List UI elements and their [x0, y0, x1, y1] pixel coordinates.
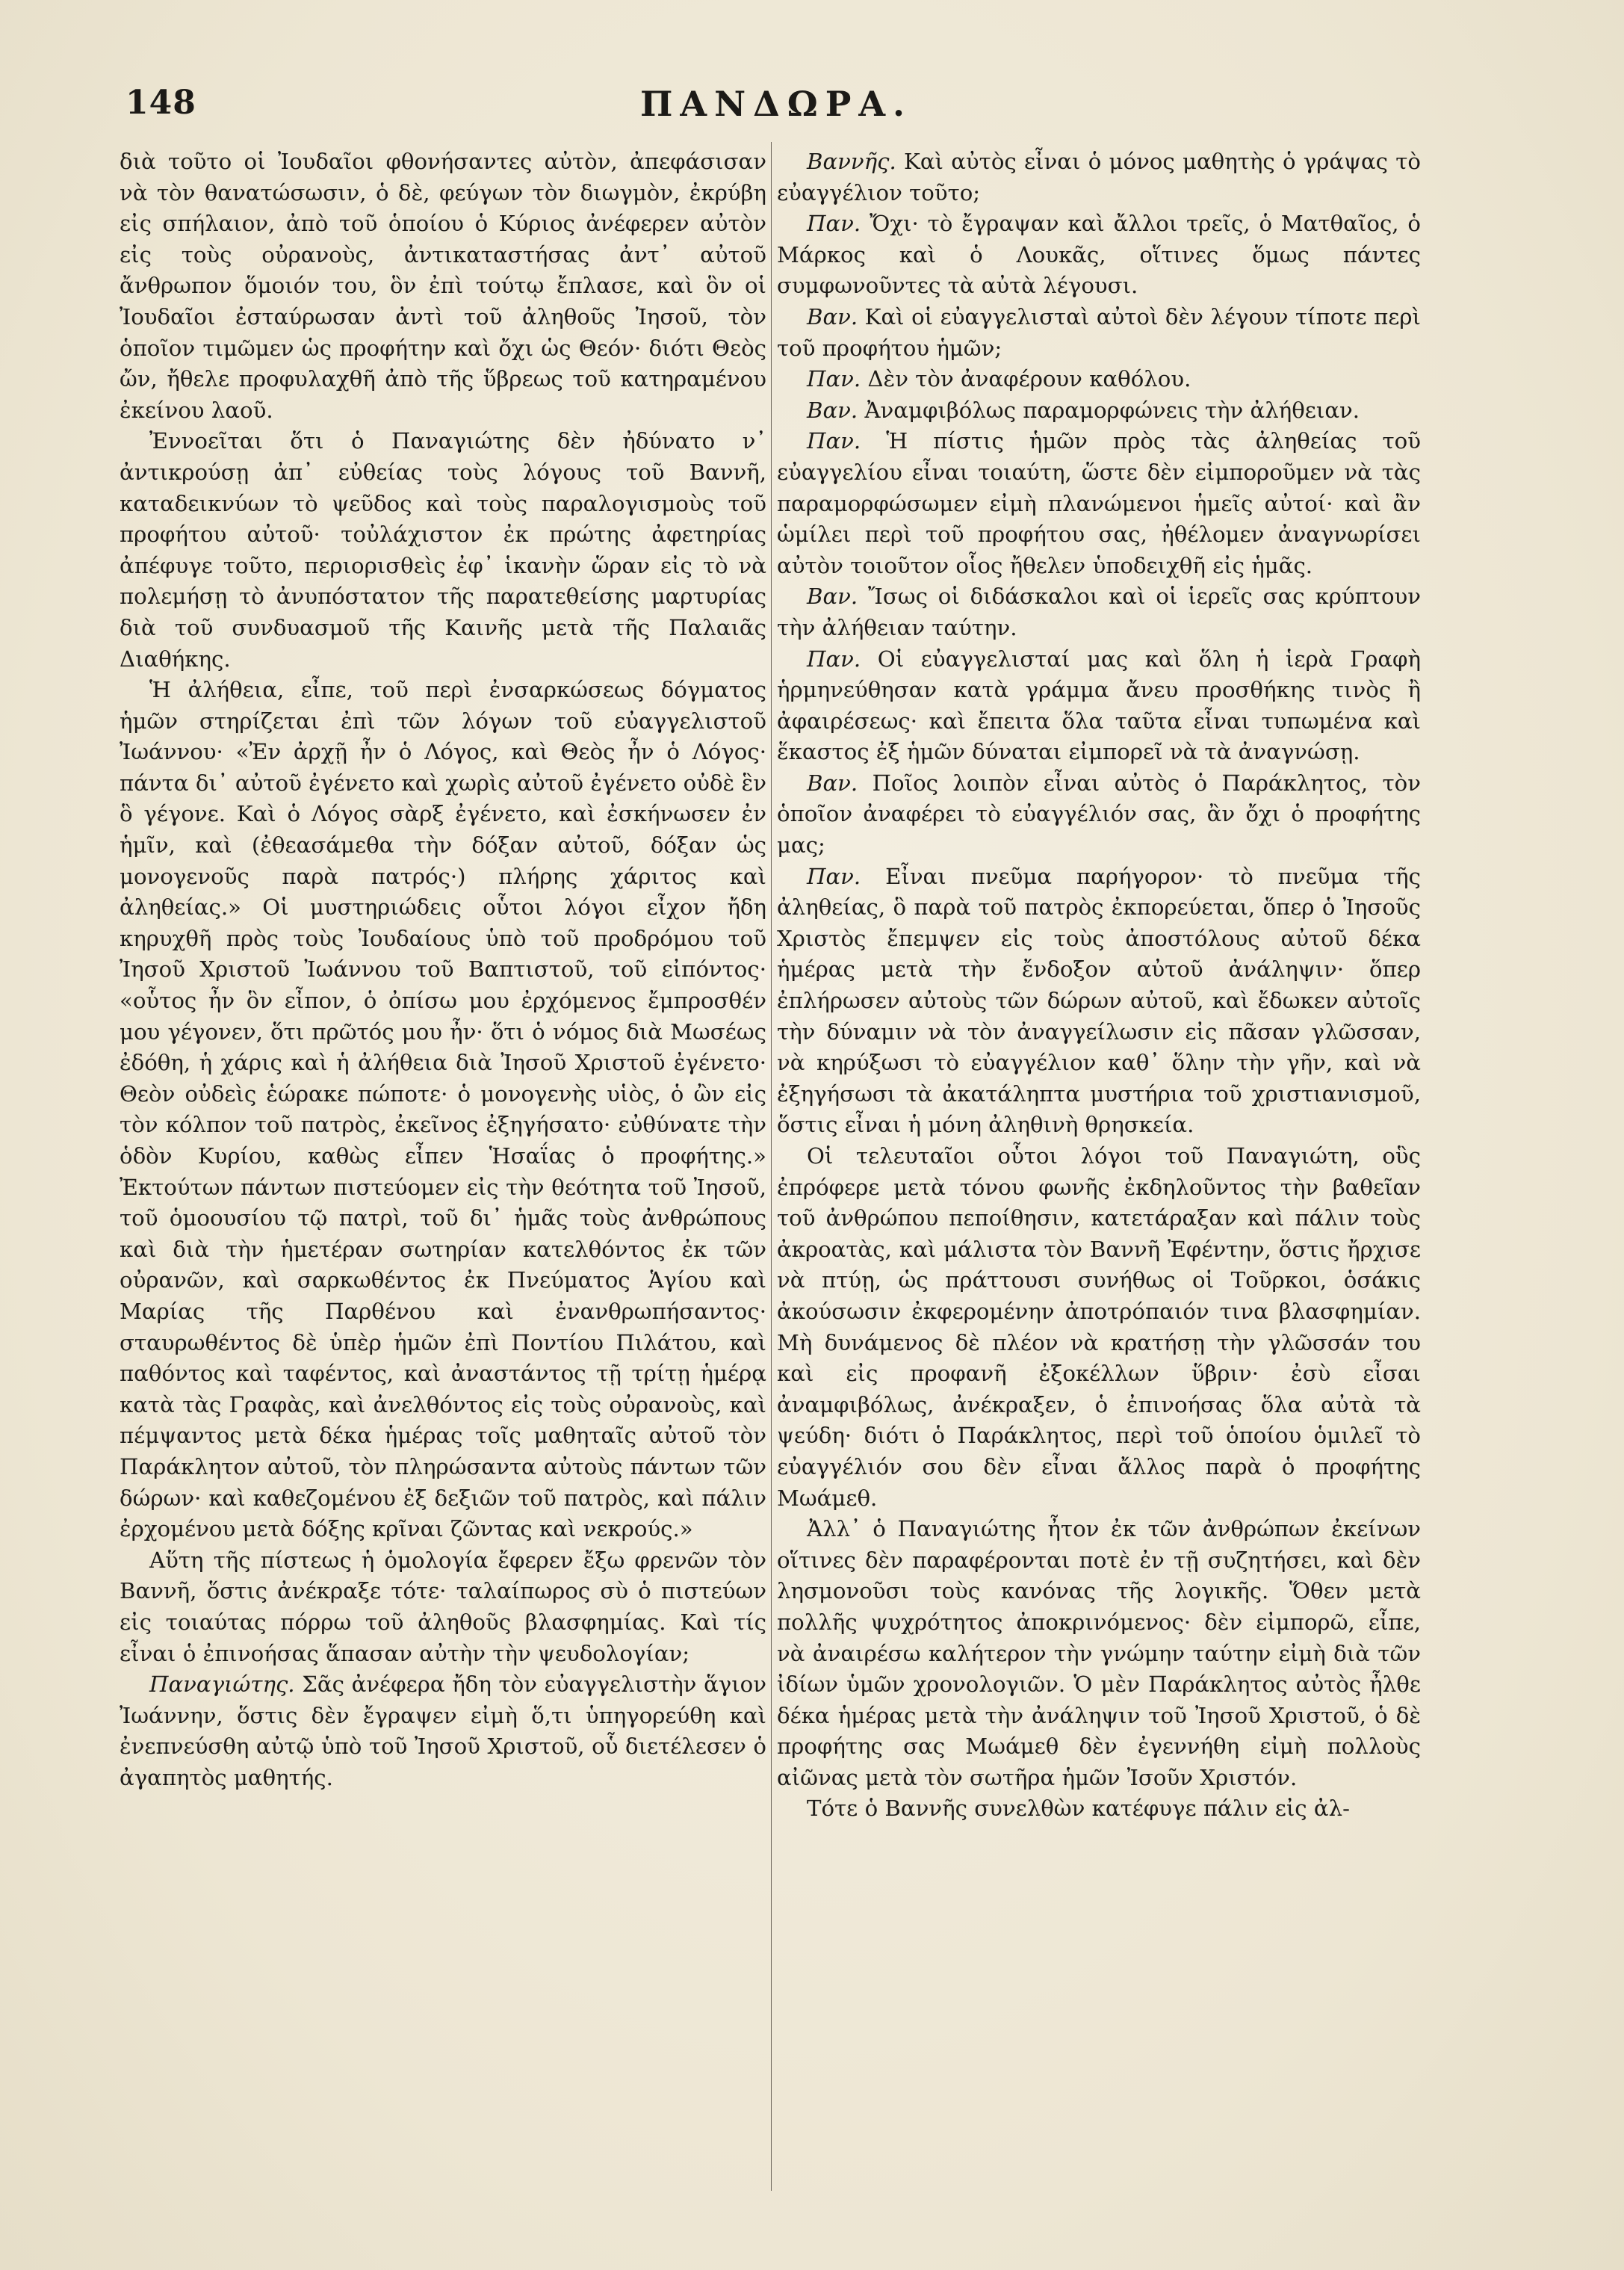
left-column — [120, 146, 766, 1793]
dialogue-text: Οἱ εὐαγγελισταί μας καὶ ὅλη ἡ ἱερὰ Γραφὴ ἡρμηνεύθησαν κατὰ γράμμα ἄνευ προσθήκης τινὸς ἢ ἀφαιρέσεως· καὶ ἔπειτα ὅλα ταῦτα εἶναι τυπωμένα καὶ ἕκαστος ἐξ ἡμῶν δύναται εἰμπορεῖ νὰ τὰ ἀναγνώσῃ. — [777, 646, 1421, 765]
dialogue-paragraph — [777, 581, 1421, 643]
page-number: 148 — [125, 84, 196, 122]
page-header — [125, 84, 1427, 129]
speaker-name: Παν. — [807, 863, 861, 889]
speaker-name: Παν. — [807, 366, 861, 392]
dialogue-paragraph — [120, 1669, 766, 1793]
column-divider — [771, 142, 772, 2191]
speaker-name: Βαν. — [807, 770, 858, 796]
dialogue-text: Ἴσως οἱ διδάσκαλοι καὶ οἱ ἱερεῖς σας κρύπτουν τὴν ἀλήθειαν ταύτην. — [777, 584, 1421, 640]
dialogue-paragraph — [777, 302, 1421, 364]
right-column — [777, 146, 1421, 1825]
speaker-name: Παν. — [807, 211, 861, 237]
speaker-name: Βαν. — [807, 397, 858, 423]
paragraph: Οἱ τελευταῖοι οὗτοι λόγοι τοῦ Παναγιώτη, οὓς ἐπρόφερε μετὰ τόνου φωνῆς ἐκδηλοῦντος τὴν βαθεῖαν τοῦ ἀνθρώπου πεποίθησιν, κατετάραξαν καὶ πάλιν τοὺς ἀκροατὰς, καὶ μάλιστα τὸν Βαννῆ Ἐφέντην, ὅστις ἤρχισε νὰ πτύῃ, ὡς πράττουσι συνήθως οἱ Τοῦρκοι, ὁσάκις ἀκούσωσιν ἐκφερομένην ἀποτρόπαιόν τινα βλασφημίαν. Μὴ δυνάμενος δὲ πλέον νὰ κρατήσῃ τὴν γλῶσσάν του καὶ εἰς προφανῆ ἐξοκέλλων ὕβριν· ἐσὺ εἶσαι ἀναμφιβόλως, ἀνέκραξεν, ὁ ἐπινοήσας ὅλα αὐτὰ τὰ ψεύδη· διότι ὁ Παράκλητος, περὶ τοῦ ὁποίου ὁμιλεῖ τὸ εὐαγγέλιόν σου δὲν εἶναι ἄλλος παρὰ ὁ προφήτης Μωάμεθ. — [777, 1143, 1421, 1511]
speaker-name: Βαν. — [807, 303, 858, 330]
dialogue-paragraph — [777, 426, 1421, 581]
paragraph: Ἡ ἀλήθεια, εἶπε, τοῦ περὶ ἐνσαρκώσεως δόγματος ἡμῶν στηρίζεται ἐπὶ τῶν λόγων τοῦ εὐαγγελιστοῦ Ἰωάννου· «Ἐν ἀρχῇ ἦν ὁ Λόγος, καὶ Θεὸς ἦν ὁ Λόγος· πάντα δι᾽ αὐτοῦ ἐγένετο καὶ χωρὶς αὐτοῦ ἐγένετο οὐδὲ ἓν ὃ γέγονε. Καὶ ὁ Λόγος σὰρξ ἐγένετο, καὶ ἐσκήνωσεν ἐν ἡμῖν, καὶ (ἐθεασάμεθα τὴν δόξαν αὐτοῦ, δόξαν ὡς μονογενοῦς παρὰ πατρός·) πλήρης χάριτος καὶ ἀληθείας.» Οἱ μυστηριώδεις οὗτοι λόγοι εἶχον ἤδη κηρυχθῆ πρὸς τοὺς Ἰουδαίους ὑπὸ τοῦ προδρόμου τοῦ Ἰησοῦ Χριστοῦ Ἰωάννου τοῦ Βαπτιστοῦ, τοῦ εἰπόντος· «οὗτος ἦν ὃν εἶπον, ὁ ὀπίσω μου ἐρχόμενος ἔμπροσθέν μου γέγονεν, ὅτι πρῶτός μου ἦν· ὅτι ὁ νόμος διὰ Μωσέως ἐδόθη, ἡ χάρις καὶ ἡ ἀλήθεια διὰ Ἰησοῦ Χριστοῦ ἐγένετο· Θεὸν οὐδεὶς ἑώρακε πώποτε· ὁ μονογενὴς υἱὸς, ὁ ὢν εἰς τὸν κόλπον τοῦ πατρὸς, ἐκεῖνος ἐξηγήσατο· εὐθύνατε τὴν ὁδὸν Κυρίου, καθὼς εἶπεν Ἡσαΐας ὁ προφήτης.» Ἐκτούτων πάντων πιστεύομεν εἰς τὴν θεότητα τοῦ Ἰησοῦ, τοῦ ὁμοουσίου τῷ πατρὶ, τοῦ δι᾽ ἡμᾶς τοὺς ἀνθρώπους καὶ διὰ τὴν ἡμετέραν σωτηρίαν κατελθόντος ἐκ τῶν οὐρανῶν, καὶ σαρκωθέντος ἐκ Πνεύματος Ἁγίου καὶ Μαρίας τῆς Παρθένου καὶ ἐνανθρωπήσαντος· σταυρωθέντος δὲ ὑπὲρ ἡμῶν ἐπὶ Ποντίου Πιλάτου, καὶ παθόντος καὶ ταφέντος, καὶ ἀναστάντος τῇ τρίτῃ ἡμέρᾳ κατὰ τὰς Γραφὰς, καὶ ἀνελθόντος εἰς τοὺς οὐρανοὺς, καὶ πέμψαντος μετὰ δέκα ἡμέρας τοῖς μαθηταῖς αὐτοῦ τὸν Παράκλητον αὐτοῦ, τὸν πληρώσαντα αὐτοὺς πάντων τῶν δώρων· καὶ καθεζομένου ἐξ δεξιῶν τοῦ πατρὸς, καὶ πάλιν ἐρχομένου μετὰ δόξης κρῖναι ζῶντας καὶ νεκρούς.» — [120, 677, 766, 1542]
dialogue-text: Ποῖος λοιπὸν εἶναι αὐτὸς ὁ Παράκλητος, τὸν ὁποῖον ἀναφέρει τὸ εὐαγγέλιόν σας, ἂν ὄχι ὁ προφήτης μας; — [777, 770, 1421, 859]
dialogue-text: Ὄχι· τὸ ἔγραψαν καὶ ἄλλοι τρεῖς, ὁ Ματθαῖος, ὁ Μάρκος καὶ ὁ Λουκᾶς, οἵτινες ὅμως πάντες συμφωνοῦντες τὰ αὐτὰ λέγουσι. — [777, 211, 1421, 299]
dialogue-text: Δὲν τὸν ἀναφέρουν καθόλου. — [867, 366, 1191, 392]
dialogue-paragraph — [777, 395, 1421, 427]
journal-title: ΠΑΝΔΩΡΑ. — [639, 84, 913, 124]
dialogue-text: Ἡ πίστις ἡμῶν πρὸς τὰς ἀληθείας τοῦ εὐαγγελίου εἶναι τοιαύτη, ὥστε δὲν εἰμποροῦμεν νὰ τὰς παραμορφώσωμεν εἰμὴ πλανώμενοι ἡμεῖς αὐτοί· καὶ ἂν ὡμίλει περὶ τοῦ προφήτου σας, ἠθέλομεν ἀναγνωρίσει αὐτὸν τοιοῦτον οἷος ἤθελεν ὑποδειχθῆ εἰς ἡμᾶς. — [777, 428, 1421, 578]
speaker-name: Παν. — [807, 428, 861, 454]
paragraph: Αὕτη τῆς πίστεως ἡ ὁμολογία ἔφερεν ἔξω φρενῶν τὸν Βαννῆ, ὅστις ἀνέκραξε τότε· ταλαίπωρος σὺ ὁ πιστεύων εἰς τοιαύτας πόρρω τοῦ ἀληθοῦς βλασφημίας. Καὶ τίς εἶναι ὁ ἐπινοήσας ἅπασαν αὐτὴν τὴν ψευδολογίαν; — [120, 1547, 766, 1666]
speaker-name: Βαννῆς. — [807, 149, 896, 174]
dialogue-paragraph — [777, 364, 1421, 395]
dialogue-paragraph — [777, 644, 1421, 768]
speaker-name: Βαν. — [807, 584, 858, 610]
dialogue-text: Καὶ οἱ εὐαγγελισταὶ αὐτοὶ δὲν λέγουν τίποτε περὶ τοῦ προφήτου ἡμῶν; — [777, 303, 1421, 361]
dialogue-paragraph — [777, 208, 1421, 302]
speaker-name: Παναγιώτης. — [149, 1671, 295, 1698]
paragraph: Τότε ὁ Βαννῆς συνελθὼν κατέφυγε πάλιν εἰς ἀλ- — [807, 1796, 1350, 1822]
paragraph: Ἐννοεῖται ὅτι ὁ Παναγιώτης δὲν ἠδύνατο ν᾽ ἀντικρούσῃ ἀπ᾽ εὐθείας τοὺς λόγους τοῦ Βαννῆ, καταδεικνύων τὸ ψεῦδος καὶ τοὺς παραλογισμοὺς τοῦ προφήτου αὐτοῦ· τοὐλάχιστον ἐκ πρώτης ἀφετηρίας ἀπέφυγε τοῦτο, περιορισθεὶς ἐφ᾽ ἱκανὴν ὥραν εἰς τὸ νὰ πολεμήσῃ τὸ ἀνυπόστατον τῆς παρατεθείσης μαρτυρίας διὰ τοῦ συνδυασμοῦ τῆς Καινῆς μετὰ τῆς Παλαιᾶς Διαθήκης. — [120, 428, 766, 672]
dialogue-paragraph — [777, 862, 1421, 1141]
speaker-name: Παν. — [807, 646, 861, 672]
paragraph: Ἀλλ᾽ ὁ Παναγιώτης ἦτον ἐκ τῶν ἀνθρώπων ἐκείνων οἵτινες δὲν παραφέρονται ποτὲ ἐν τῇ συζητήσει, καὶ δὲν λησμονοῦσι τοὺς κανόνας τῆς λογικῆς. Ὅθεν μετὰ πολλῆς ψυχρότητος ἀποκρινόμενος· δὲν εἰμπορῶ, εἶπε, νὰ ἀναιρέσω καλήτερον τὴν γνώμην ταύτην εἰμὴ διὰ τῶν ἰδίων ὑμῶν χρονολογιῶν. Ὁ μὲν Παράκλητος αὐτὸς ἦλθε δέκα ἡμέρας μετὰ τὴν ἀνάληψιν τοῦ Ἰησοῦ Χριστοῦ, ὁ δὲ προφήτης σας Μωάμεθ δὲν ἐγεννήθη εἰμὴ πολλοὺς αἰῶνας μετὰ τὸν σωτῆρα ἡμῶν Ἰσοῦν Χριστόν. — [777, 1516, 1421, 1790]
dialogue-text: Εἶναι πνεῦμα παρήγορον· τὸ πνεῦμα τῆς ἀληθείας, ὃ παρὰ τοῦ πατρὸς ἐκπορεύεται, ὅπερ ὁ Ἰησοῦς Χριστὸς ἔπεμψεν εἰς τοὺς ἀποστόλους αὐτοῦ δέκα ἡμέρας μετὰ τὴν ἔνδοξον αὐτοῦ ἀνάληψιν· ὅπερ ἐπλήρωσεν αὐτοὺς τῶν δώρων αὐτοῦ, καὶ ἔδωκεν αὐτοῖς τὴν δύναμιν νὰ τὸν ἀναγγείλωσιν εἰς πᾶσαν γλῶσσαν, νὰ κηρύξωσι τὸ εὐαγγέλιον καθ᾽ ὅλην τὴν γῆν, καὶ νὰ ἐξηγήσωσι τὰ ἀκατάληπτα μυστήρια τοῦ χριστιανισμοῦ, ὅστις εἶναι ἡ μόνη ἀληθινὴ θρησκεία. — [777, 863, 1421, 1138]
dialogue-paragraph — [777, 768, 1421, 862]
dialogue-text: Σᾶς ἀνέφερα ἤδη τὸν εὐαγγελιστὴν ἅγιον Ἰωάννην, ὅστις δὲν ἔγραψεν εἰμὴ ὅ,τι ὑπηγορεύθη καὶ ἐνεπνεύσθη αὐτῷ ὑπὸ τοῦ Ἰησοῦ Χριστοῦ, οὗ διετέλεσεν ὁ ἀγαπητὸς μαθητής. — [120, 1671, 766, 1790]
dialogue-text: Ἀναμφιβόλως παραμορφώνεις τὴν ἀλήθειαν. — [864, 397, 1360, 423]
dialogue-text: Καὶ αὐτὸς εἶναι ὁ μόνος μαθητὴς ὁ γράψας τὸ εὐαγγέλιον τοῦτο; — [777, 149, 1421, 205]
paragraph: διὰ τοῦτο οἱ Ἰουδαῖοι φθονήσαντες αὐτὸν, ἀπεφάσισαν νὰ τὸν θανατώσωσιν, ὁ δὲ, φεύγων τὸν διωγμὸν, ἐκρύβη εἰς σπήλαιον, ἀπὸ τοῦ ὁποίου ὁ Κύριος ἀνέφερεν αὐτὸν εἰς τοὺς οὐρανοὺς, ἀντικαταστήσας ἀντ᾽ αὐτοῦ ἄνθρωπον ὅμοιόν του, ὃν ἐπὶ τούτῳ ἔπλασε, καὶ ὃν οἱ Ἰουδαῖοι ἐσταύρωσαν ἀντὶ τοῦ ἀληθοῦς Ἰησοῦ, τὸν ὁποῖον τιμῶμεν ὡς προφήτην καὶ ὄχι ὡς Θεόν· διότι Θεὸς ὤν, ἤθελε προφυλαχθῆ ἀπὸ τῆς ὕβρεως τοῦ κατηραμένου ἐκείνου λαοῦ. — [120, 149, 766, 423]
dialogue-paragraph — [777, 146, 1421, 208]
